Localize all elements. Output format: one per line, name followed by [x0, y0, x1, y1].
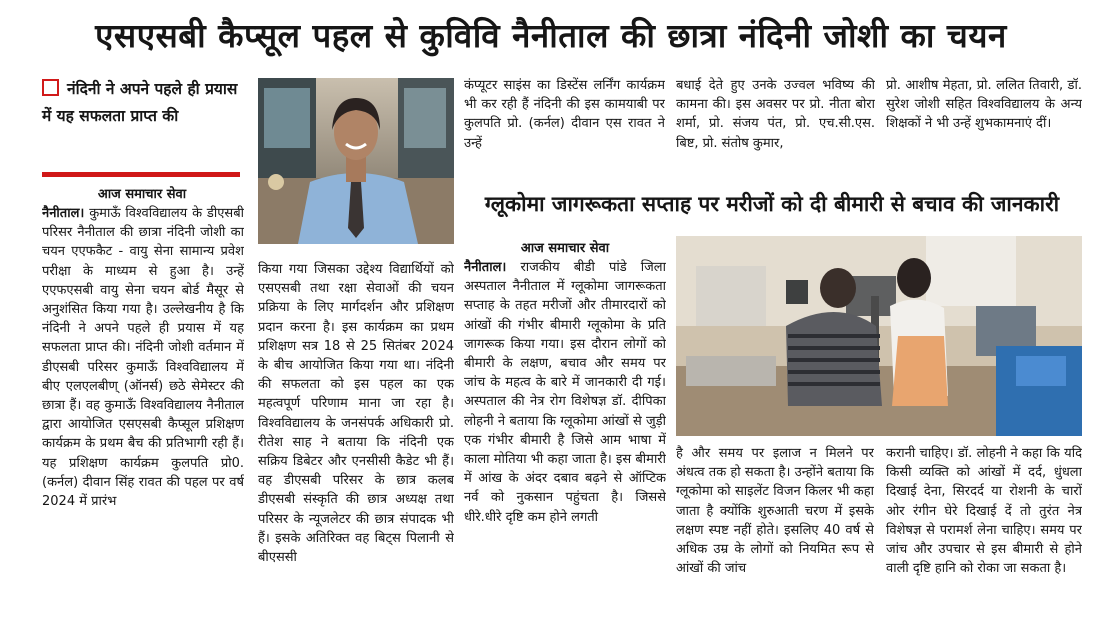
eye-checkup-photo: [676, 236, 1082, 436]
story1-column-1: [42, 204, 244, 608]
story1-dateline: नैनीताल।: [42, 206, 85, 221]
story2-headline: ग्लूकोमा जागरूकता सप्ताह पर मरीजों को दी बीमारी से बचाव की जानकारी: [484, 191, 1060, 216]
main-headline: एसएसबी कैप्सूल पहल से कुविवि नैनीताल की छात्रा नंदिनी जोशी का चयन: [95, 16, 1007, 55]
story1-column-3: कंप्यूटर साइंस का डिस्टेंस लर्निंग कार्यक्रम भी कर रही हैं नंदिनी की इस कामयाबी पर कुलपति प्रो. (कर्नल) दीवान एस रावत ने उन्हें: [464, 78, 665, 151]
red-divider: [42, 172, 240, 177]
story1-column-5: प्रो. आशीष मेहता, प्रो. ललित तिवारी, डॉ. सुरेश जोशी सहित विश्वविद्यालय के अन्य शिक्षकों ने भी उन्हें शुभकामनाएं दीं।: [886, 78, 1082, 132]
story2-column-1: [464, 258, 666, 608]
story1-col1-text: कुमाऊँ विश्वविद्यालय के डीएसबी परिसर नैनीताल की छात्रा नंदिनी जोशी का चयन एएफकैट - वायु सेना सामान्य प्रवेश परीक्षा के माध्यम से हुआ है। उन्हें एएफएसबी वायु सेना चयन बोर्ड मैसूर से अनुशंसित किया गया है। उल्लेखनीय है कि नंदिनी ने अपने पहले ही प्रयास में यह सफलता प्राप्त की। नंदिनी जोशी वर्तमान में डीएसबी परिसर कुमाऊँ विश्वविद्यालय में बीए एलएलबीण् (ऑनर्स) छठे सेमेस्टर की छात्रा हैं। वह कुमाऊँ विश्वविद्यालय नैनीताल द्वारा आयोजित एसएसबी कैप्सूल प्रशिक्षण कार्यक्रम के प्रथम बैच की प्रतिभागी रही हैं। यह प्रशिक्षण कार्यक्रम कुलपति प्रो0.(कर्नल) दीवान सिंह रावत की पहल पर वर्ष 2024 में प्रारंभ: [42, 206, 244, 510]
story2-dateline: नैनीताल।: [464, 260, 507, 275]
story2-column-2: है और समय पर इलाज न मिलने पर अंधत्व तक हो सकता है। उन्होंने बताया कि ग्लूकोमा को साइलेंट विजन किलर भी कहा जाता है क्योंकि शुरुआती चरण में इसके लक्षण स्पष्ट नहीं होते। इसलिए 40 वर्ष से अधिक उम्र के लोगों को नियमित रूप से आंखों की जांच: [676, 446, 874, 577]
eye-checkup-illustration: [676, 236, 1082, 436]
story2-col1-text: राजकीय बीडी पांडे जिला अस्पताल नैनीताल में ग्लूकोमा जागरूकता सप्ताह के तहत मरीजों और तीमारदारों को आंखों की गंभीर बीमारी ग्लूकोमा के प्रति जागरूक किया गया। इस दौरान लोगों को बीमारी के लक्षण, बचाव और समय पर जांच के महत्व के बारे में जानकारी दी गई। अस्पताल की नेत्र रोग विशेषज्ञ डॉ. दीपिका लोहनी ने बताया कि ग्लूकोमा आंखों से जुड़ी एक गंभीर बीमारी है जिसे आम भाषा में काला मोतिया भी कहा जाता है। इस बीमारी में आंख के अंदर दबाव बढ़ने से ऑप्टिक नर्व को नुकसान पहुंचता है। जिससे धीरे.धीरे दृष्टि कम होने लगती: [464, 260, 666, 525]
story1-subheading-text: नंदिनी ने अपने पहले ही प्रयास में यह सफलता प्राप्त की: [42, 80, 238, 125]
checkbox-bullet-icon: [42, 79, 59, 96]
student-photo-illustration: [258, 78, 454, 244]
story2-byline: आज समाचार सेवा: [520, 241, 610, 256]
story1-column-2: किया गया जिसका उद्देश्य विद्यार्थियों को एसएसबी तथा रक्षा सेवाओं की चयन प्रक्रिया के लिए मार्गदर्शन और प्रशिक्षण प्रदान करना है। इस कार्यक्रम का प्रथम प्रशिक्षण सत्र 18 से 25 सितंबर 2024 के बीच आयोजित किया गया था। नंदिनी की सफलता को इस पहल का एक महत्वपूर्ण परिणाम माना जा रहा है। विश्वविद्यालय के जनसंपर्क अधिकारी प्रो. रीतेश साह ने बताया कि नंदिनी एक सक्रिय डिबेटर और एनसीसी कैडेट भी हैं। वह डीएसबी परिसर के छात्र कलब डीएसबी संस्कृति की छात्र अध्यक्ष तथा परिसर के न्यूजलेटर की छात्र संपादक भी हैं। इसके अतिरिक्त वह बिट्स पिलानी से बीएससी: [258, 262, 454, 566]
story1-subheading: [42, 76, 242, 130]
story1-subheading-box: [42, 76, 242, 168]
story2-column-3: करानी चाहिए। डॉ. लोहनी ने कहा कि यदि किसी व्यक्ति को आंखों में दर्द, धुंधला दिखाई देना, सिरदर्द या रोशनी के चारों ओर रंगीन घेरे दिखाई दें तो तुरंत नेत्र विशेषज्ञ से परामर्श लेना चाहिए। समय पर जांच और उपचार से इस बीमारी से होने वाली दृष्टि हानि को रोका जा सकता है।: [886, 446, 1082, 577]
student-photo: [258, 78, 454, 244]
story1-byline: आज समाचार सेवा: [97, 187, 187, 202]
story1-column-4: बधाई देते हुए उनके उज्वल भविष्य की कामना की। इस अवसर पर प्रो. नीता बोरा शर्मा, प्रो. संजय पंत, प्रो. एच.सी.एस. बिष्ट, प्रो. संतोष कुमार,: [676, 78, 875, 151]
